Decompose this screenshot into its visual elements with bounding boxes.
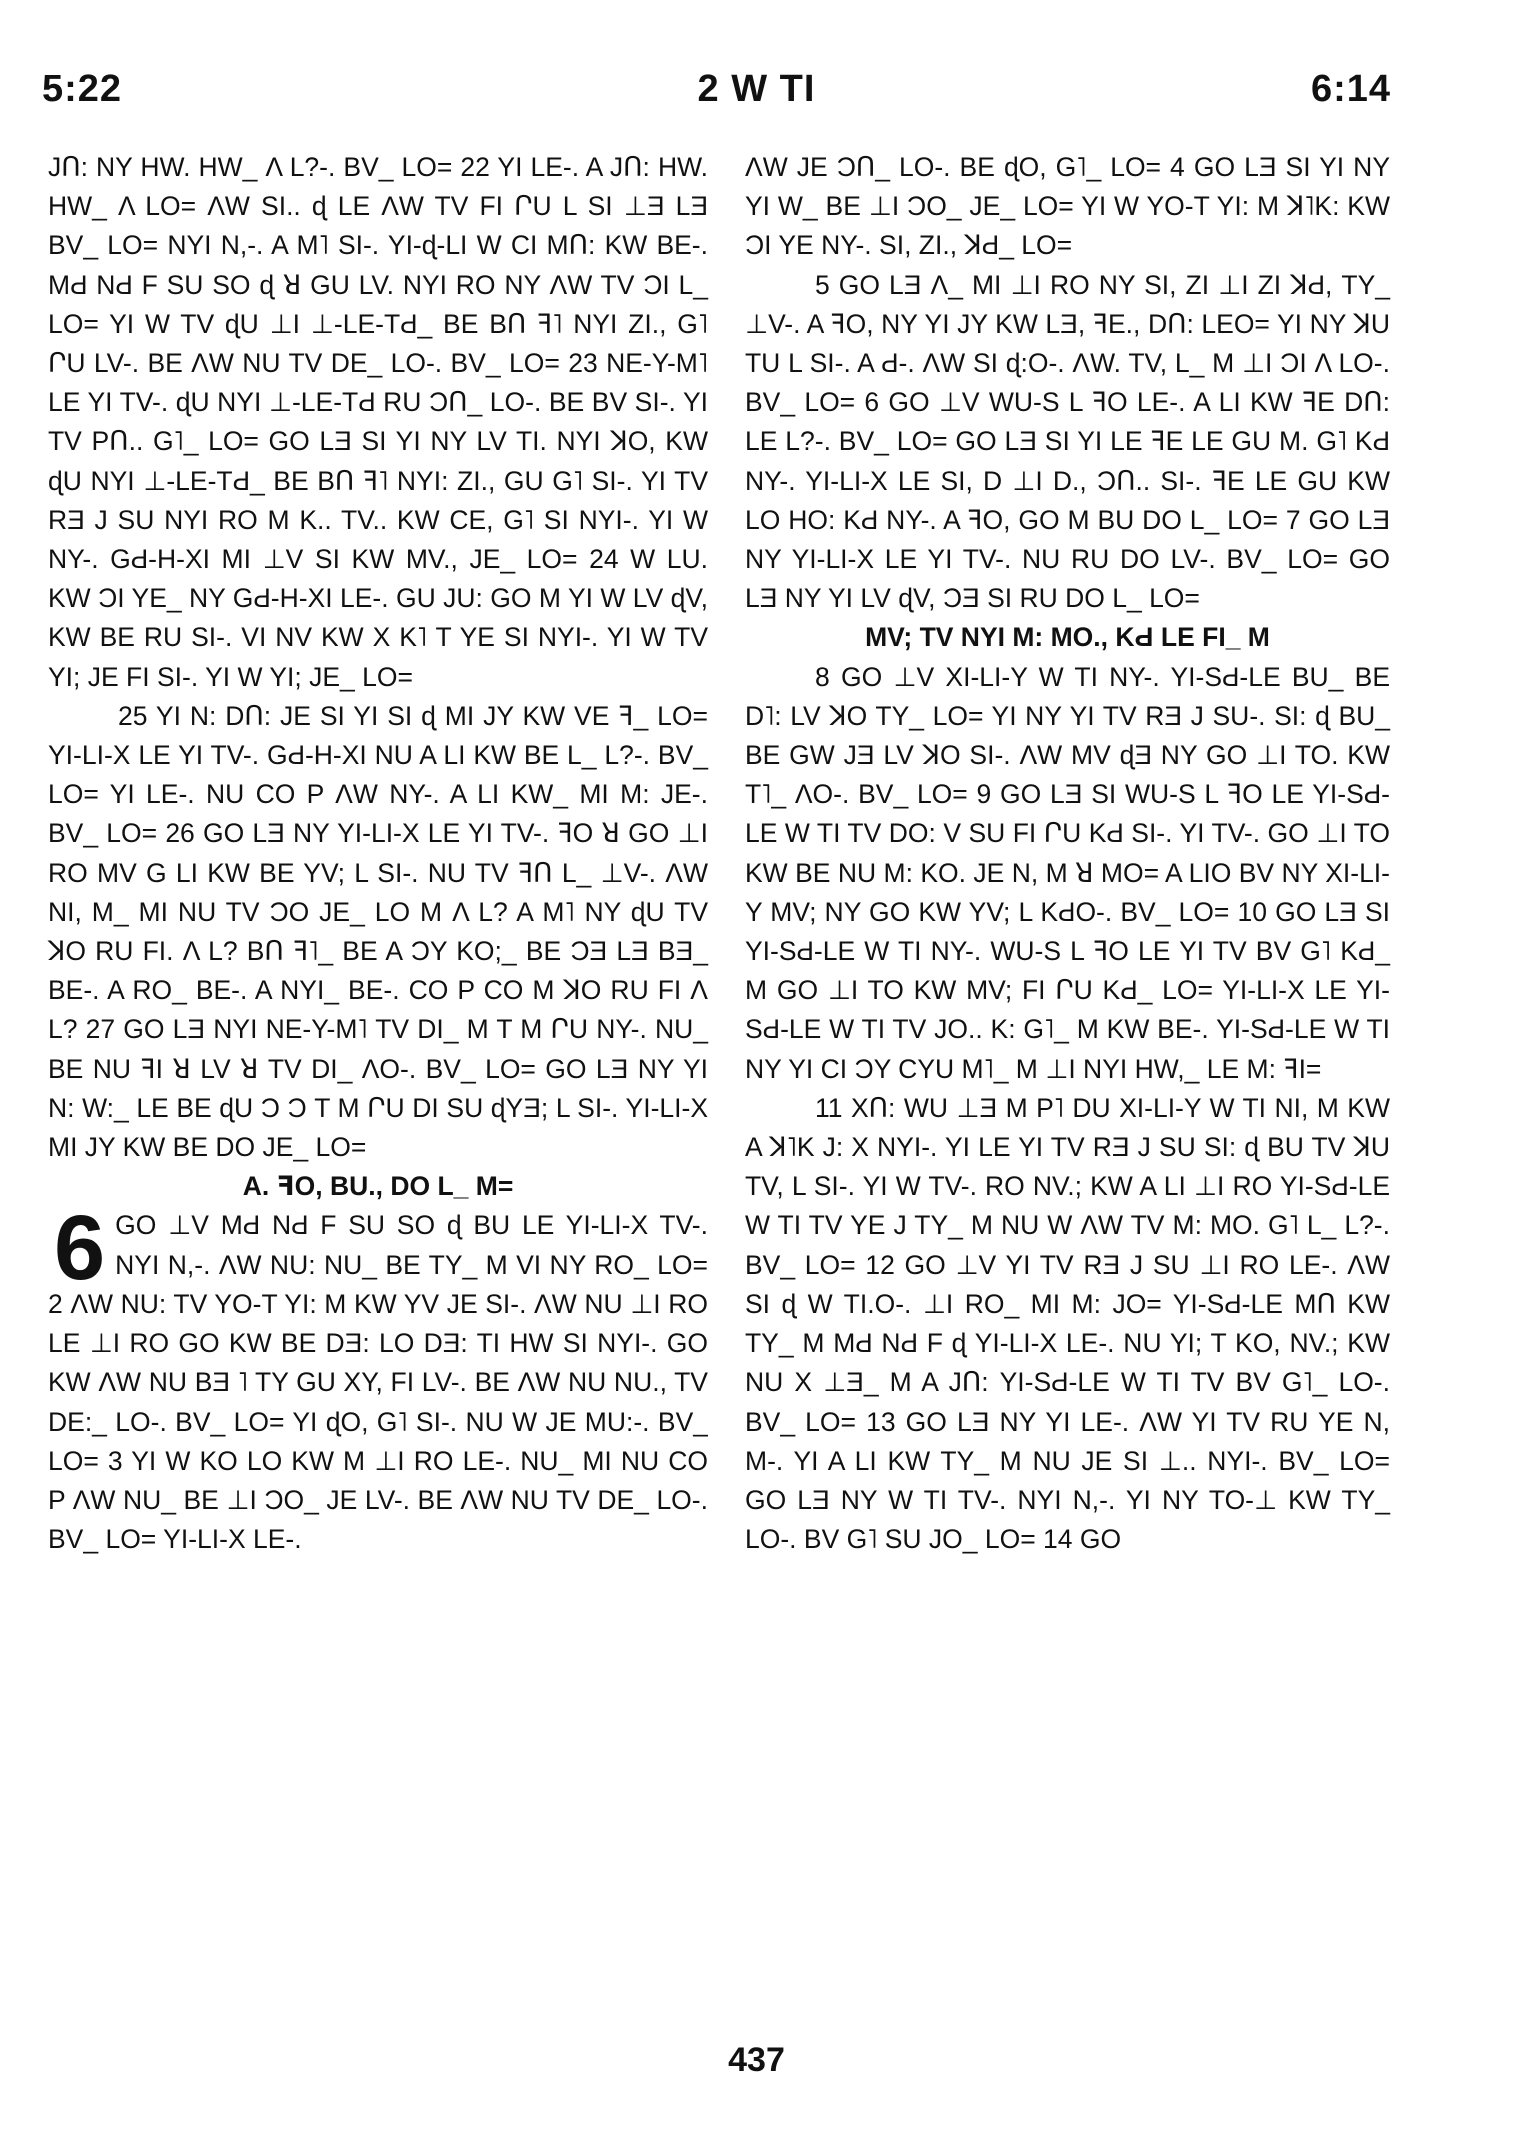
paragraph: JՈ: NY HW. HW_ Λ L?-. BV_ LO= 22 YI LE-. A JՈ: HW. HW_ Λ LO= ΛW SI.. ɖ LE ΛW TV FI ՐU L SI ⊥Ǝ LƎ BV_ LO= NYI N,-. A M˥ SI-. YI-ɖ-LI W CI MՈ: KW BE-. MԀ NԀ F SU SO ɖ ꓤ GU LV. NYI RO NY ΛW TV ϽI L_ LO= YI W TV ɖU ⊥I ⊥-LE-TԀ_ BE BՈ ꟻ˥ NYI ZI., G˥ ՐU LV-. BE ΛW NU TV DE_ LO-. BV_ LO= 23 NE-Y-M˥ LE YI TV-. ɖU NYI ⊥-LE-TԀ RU ϽՈ_ LO-. BE BV SI-. YI TV PՈ.. G˥_ LO= GO LƎ SI YI NY LV TI. NYI ꓘO, KW ɖU NYI ⊥-LE-TԀ_ BE BՈ ꟻ˥ NYI: ZI., GU G˥ SI-. YI TV RƎ J SU NYI RO M K.. TV.. KW CE, G˥ SI NYI-. YI W NY-. GԀ-H-XI MI ⊥V SI KW MV., JE_ LO= 24 W LU. KW ϽI YE_ NY GԀ-H-XI LE-. GU JU: GO M YI W LV ɖV, KW BE RU SI-. VI NV KW X K˥ T YE SI NYI-. YI W TV YI; JE FI SI-. YI W YI; JE_ LO= xyxy=(48,152,708,692)
left-column xyxy=(48,148,708,1559)
chapter-opening xyxy=(48,1206,708,1559)
running-head-left-reference: 5:22 xyxy=(42,68,123,110)
paragraph: GO ⊥V MԀ NԀ F SU SO ɖ BU LE YI-LI-X TV-. NYI N,-. ΛW NU: NU_ BE TY_ M VI NY RO_ LO= 2 ΛW NU: TV YO-T YI: M KW YV JE SI-. ΛW NU ⊥I RO LE ⊥I RO GO KW BE DƎ: LO DƎ: TI HW SI NYI-. GO KW ΛW NU BƎ ˥ TY GU XY, FI LV-. BE ΛW NU NU., TV DE:_ LO-. BV_ LO= YI ɖO, G˥ SI-. NU W JE MU:-. BV_ LO= 3 YI W KO LO KW M ⊥I RO LE-. NU_ MI NU CO P ΛW NU_ BE ⊥I ϽO_ JE LV-. BE ΛW NU TV DE_ LO-. BV_ LO= YI-LI-X LE-. xyxy=(48,1210,708,1555)
paragraph: 8 GO ⊥V XI-LI-Y W TI NY-. YI-SԀ-LE BU_ BE D˥: LV ꓘO TY_ LO= YI NY YI TV RƎ J SU-. SI: ɖ BU_ BE GW JƎ LV ꓘO SI-. ΛW MV ɖƎ NY GO ⊥I TO. KW T˥_ ΛO-. BV_ LO= 9 GO LƎ SI WU-S L ꟻO LE YI-SԀ-LE W TI TV DO: V SU FI ՐU KԀ SI-. YI TV-. GO ⊥I TO KW BE NU M: KO. JE N, M ꓤ MO= A LIO BV NY XI-LI-Y MV; NY GO KW YV; L KԀO-. BV_ LO= 10 GO LƎ SI YI-SԀ-LE W TI NY-. WU-S L ꟻO LE YI TV BV G˥ KԀ_ M GO ⊥I TO KW MV; FI ՐU KԀ_ LO= YI-LI-X LE YI-SԀ-LE W TI TV JO.. K: G˥_ M KW BE-. YI-SԀ-LE W TI NY YI CI ϽY CYU M˥_ M ⊥I NYI HW,_ LE M: ꟻI= xyxy=(745,661,1390,1084)
running-head-book-title: 2 W TI xyxy=(697,68,816,110)
paragraph: ΛW JE ϽՈ_ LO-. BE ɖO, G˥_ LO= 4 GO LƎ SI YI NY YI W_ BE ⊥I ϽO_ JE_ LO= YI W YO-T YI: M ꓘ˥K: KW ϽI YE NY-. SI, ZI., ꓘԀ_ LO= xyxy=(745,152,1390,261)
page-number: 437 xyxy=(728,2041,785,2079)
section-heading: MV; TV NYI M: MO., KԀ LE FI_ M xyxy=(865,622,1270,653)
chapter-number-dropcap: 6 xyxy=(54,1206,106,1300)
paragraph: 11 XՈ: WU ⊥Ǝ M P˥ DU XI-LI-Y W TI NI, M KW A ꓘ˥K J: X NYI-. YI LE YI TV RƎ J SU SI: ɖ BU TV ꓘU TV, L SI-. YI W TV-. RO NV.; KW A LI ⊥I RO YI-SԀ-LE W TI TV YE J TY_ M NU W ΛW TV M: MO. G˥ L_ L?-. BV_ LO= 12 GO ⊥V YI TV RƎ J SU ⊥I RO LE-. ΛW SI ɖ W TI.O-. ⊥I RO_ MI M: JO= YI-SԀ-LE MՈ KW TY_ M MԀ NԀ F ɖ YI-LI-X LE-. NU YI; T KO, NV.; KW NU X ⊥Ǝ_ M A JՈ: YI-SԀ-LE W TI TV BV G˥_ LO-. BV_ LO= 13 GO LƎ NY YI LE-. ΛW YI TV RU YE N, M-. YI A LI KW TY_ M NU JE SI ⊥.. NYI-. BV_ LO= GO LƎ NY W TI TV-. NYI N,-. YI NY TO-⊥ KW TY_ LO-. BV G˥ SU JO_ LO= 14 GO xyxy=(745,1092,1390,1555)
section-heading: A. ꟻO, BU., DO L_ M= xyxy=(242,1171,514,1202)
running-head-right-reference: 6:14 xyxy=(1310,68,1391,110)
paragraph: 5 GO LƎ Λ_ MI ⊥I RO NY SI, ZI ⊥I ZI ꓘԀ, TY_ ⊥V-. A ꟻO, NY YI JY KW LƎ, ꟻE., DՈ: LEO= YI NY ꓘU TU L SI-. A Ԁ-. ΛW SI ɖ:O-. ΛW. TV, L_ M ⊥I ϽI Λ LO-. BV_ LO= 6 GO ⊥V WU-S L ꟻO LE-. A LI KW ꟻE DՈ: LE L?-. BV_ LO= GO LƎ SI YI LE ꟻE LE GU M. G˥ KԀ NY-. YI-LI-X LE SI, D ⊥I D., ϽՈ.. SI-. ꟻE LE GU KW LO HO: KԀ NY-. A ꟻO, GO M BU DO L_ LO= 7 GO LƎ NY YI-LI-X LE YI TV-. NU RU DO LV-. BV_ LO= GO LƎ NY YI LV ɖV, ϽƎ SI RU DO L_ LO= xyxy=(745,269,1390,614)
paragraph: 25 YI N: DՈ: JE SI YI SI ɖ MI JY KW VE ꟻ_ LO= YI-LI-X LE YI TV-. GԀ-H-XI NU A LI KW BE L_ L?-. BV_ LO= YI LE-. NU CO P ΛW NY-. A LI KW_ MI M: JE-. BV_ LO= 26 GO LƎ NY YI-LI-X LE YI TV-. ꟻO ꓤ GO ⊥I RO MV G LI KW BE YV; L SI-. NU TV ꟻՈ L_ ⊥V-. ΛW NI, M_ MI NU TV ϽO JE_ LO M Λ L? A M˥ NY ɖU TV ꓘO RU FI. Λ L? BՈ ꟻ˥_ BE A ϽY KO;_ BE ϽƎ LƎ BƎ_ BE-. A RO_ BE-. A NYI_ BE-. CO P CO M ꓘO RU FI Λ L? 27 GO LƎ NYI NE-Y-M˥ TV DI_ M T M ՐU NY-. NU_ BE NU ꟻI ꓤ LV ꓤ TV DI_ ΛO-. BV_ LO= GO LƎ NY YI N: W:_ LE BE ɖU Ͻ Ͻ T M ՐU DI SU ɖYƎ; L SI-. YI-LI-X MI JY KW BE DO JE_ LO= xyxy=(48,700,708,1163)
right-column xyxy=(745,148,1390,1559)
